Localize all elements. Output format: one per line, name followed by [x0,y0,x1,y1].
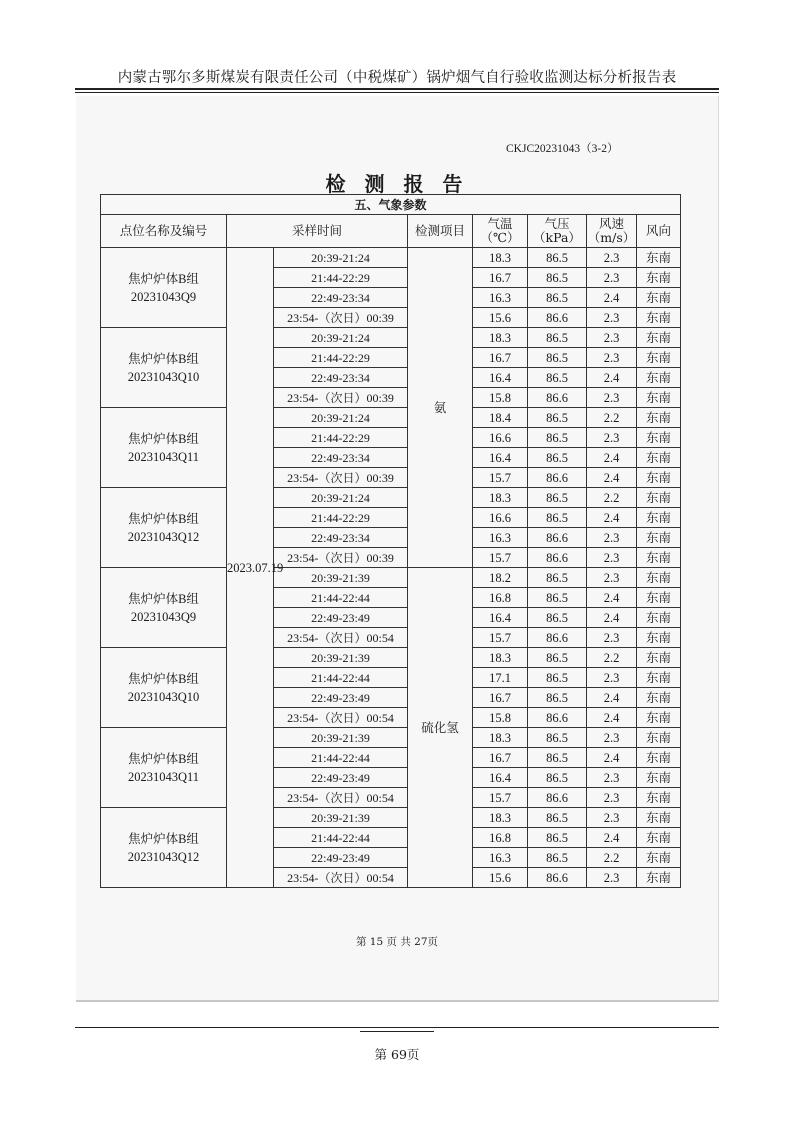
wind-direction-value: 东南 [637,368,681,388]
temperature-value: 16.3 [473,288,528,308]
table-row [101,408,681,428]
sampling-time: 22:49-23:49 [274,768,408,788]
wind-direction-value: 东南 [637,788,681,808]
wind-direction-value: 东南 [637,548,681,568]
temperature-value: 18.3 [473,488,528,508]
wind-direction-value: 东南 [637,508,681,528]
section-title: 五、气象参数 [101,195,681,215]
wind-speed-value: 2.2 [587,848,637,868]
point-code: 20231043Q9 [130,289,197,304]
point-name-cell [101,648,227,728]
wind-direction-value: 东南 [637,448,681,468]
point-name-cell [101,248,227,328]
wind-direction-value: 东南 [637,468,681,488]
wind-speed-value: 2.3 [587,628,637,648]
temperature-value: 18.2 [473,568,528,588]
wind-direction-value: 东南 [637,528,681,548]
wind-speed-value: 2.3 [587,428,637,448]
pressure-value: 86.5 [528,428,587,448]
temperature-value: 16.6 [473,428,528,448]
footer-page-number: 第 69页 [374,1047,420,1062]
sampling-time: 22:49-23:49 [274,848,408,868]
wind-speed-value: 2.3 [587,528,637,548]
point-code: 20231043Q10 [127,369,200,384]
sampling-time: 22:49-23:49 [274,608,408,628]
pressure-value: 86.6 [528,868,587,888]
sampling-time: 23:54-（次日）00:54 [274,868,408,888]
pressure-value: 86.5 [528,488,587,508]
sampling-time: 23:54-（次日）00:39 [274,468,408,488]
point-name: 焦炉炉体B组 [128,431,199,446]
pressure-value: 86.5 [528,848,587,868]
point-name-cell [101,728,227,808]
sampling-time: 23:54-（次日）00:54 [274,708,408,728]
point-name-cell [101,328,227,408]
wind-direction-value: 东南 [637,848,681,868]
wind-direction-value: 东南 [637,588,681,608]
wind-direction-value: 东南 [637,708,681,728]
header-direction: 风向 [637,215,681,248]
sampling-time: 22:49-23:34 [274,528,408,548]
wind-speed-value: 2.3 [587,348,637,368]
temperature-value: 16.4 [473,368,528,388]
header-temp: 气温（℃） [473,215,528,248]
wind-speed-value: 2.3 [587,568,637,588]
pressure-value: 86.5 [528,688,587,708]
point-name-cell [101,408,227,488]
point-code: 20231043Q11 [127,449,200,464]
temperature-value: 16.7 [473,268,528,288]
footer-short-rule [360,1031,434,1032]
sampling-time: 21:44-22:44 [274,668,408,688]
point-name-cell [101,488,227,568]
header-rule-thin [75,92,719,93]
sampling-time: 22:49-23:34 [274,288,408,308]
temperature-value: 16.8 [473,828,528,848]
pressure-value: 86.6 [528,548,587,568]
sampling-date: 2023.07.19 [227,248,274,888]
wind-direction-value: 东南 [637,248,681,268]
point-name: 焦炉炉体B组 [128,831,199,846]
pressure-value: 86.6 [528,628,587,648]
pressure-value: 86.5 [528,568,587,588]
point-code: 20231043Q12 [127,529,200,544]
temperature-value: 16.7 [473,348,528,368]
pressure-value: 86.5 [528,328,587,348]
sampling-time: 20:39-21:39 [274,568,408,588]
sampling-time: 20:39-21:39 [274,728,408,748]
wind-direction-value: 东南 [637,428,681,448]
temperature-value: 15.7 [473,628,528,648]
point-code: 20231043Q9 [130,609,197,624]
point-name: 焦炉炉体B组 [128,351,199,366]
table-row [101,328,681,348]
wind-speed-value: 2.3 [587,668,637,688]
point-name-cell [101,808,227,888]
wind-speed-value: 2.3 [587,548,637,568]
pressure-value: 86.5 [528,768,587,788]
table-row [101,568,681,588]
sampling-time: 21:44-22:44 [274,588,408,608]
sampling-time: 22:49-23:49 [274,688,408,708]
pressure-value: 86.5 [528,828,587,848]
temperature-value: 15.7 [473,468,528,488]
temperature-value: 16.3 [473,848,528,868]
temperature-value: 15.6 [473,868,528,888]
wind-direction-value: 东南 [637,668,681,688]
pressure-value: 86.5 [528,448,587,468]
header-item: 检测项目 [408,215,473,248]
wind-speed-value: 2.4 [587,468,637,488]
test-item: 氨 [408,248,473,568]
temperature-value: 18.3 [473,728,528,748]
sampling-time: 20:39-21:24 [274,248,408,268]
header-rule-thick [75,88,719,90]
temperature-value: 18.3 [473,648,528,668]
sampling-time: 20:39-21:24 [274,488,408,508]
pressure-value: 86.5 [528,368,587,388]
temperature-value: 18.4 [473,408,528,428]
sampling-time: 23:54-（次日）00:39 [274,388,408,408]
pressure-value: 86.5 [528,408,587,428]
temperature-value: 16.7 [473,748,528,768]
wind-direction-value: 东南 [637,268,681,288]
pressure-value: 86.5 [528,728,587,748]
header-pressure: 气压（kPa） [528,215,587,248]
pressure-value: 86.5 [528,508,587,528]
report-title: 检 测 报 告 [325,172,469,196]
pressure-value: 86.5 [528,268,587,288]
wind-speed-value: 2.3 [587,328,637,348]
pressure-value: 86.6 [528,308,587,328]
temperature-value: 16.3 [473,528,528,548]
point-name: 焦炉炉体B组 [128,271,199,286]
point-code: 20231043Q12 [127,849,200,864]
wind-direction-value: 东南 [637,348,681,368]
pressure-value: 86.5 [528,808,587,828]
sampling-time: 20:39-21:39 [274,808,408,828]
wind-speed-value: 2.4 [587,828,637,848]
temperature-value: 18.3 [473,248,528,268]
point-name: 焦炉炉体B组 [128,671,199,686]
temperature-value: 16.4 [473,768,528,788]
wind-direction-value: 东南 [637,868,681,888]
scan-page-number: 第 15 页 共 27页 [355,936,439,948]
wind-speed-value: 2.2 [587,648,637,668]
sampling-time: 22:49-23:34 [274,448,408,468]
pressure-value: 86.6 [528,388,587,408]
wind-direction-value: 东南 [637,328,681,348]
temperature-value: 15.7 [473,788,528,808]
point-name-cell [101,568,227,648]
temperature-value: 18.3 [473,808,528,828]
wind-direction-value: 东南 [637,648,681,668]
temperature-value: 15.8 [473,708,528,728]
wind-direction-value: 东南 [637,488,681,508]
sampling-time: 23:54-（次日）00:54 [274,628,408,648]
wind-speed-value: 2.3 [587,868,637,888]
temperature-value: 16.4 [473,448,528,468]
header-speed: 风速（m/s） [587,215,637,248]
temperature-value: 16.8 [473,588,528,608]
pressure-value: 86.5 [528,748,587,768]
sampling-time: 20:39-21:24 [274,328,408,348]
sampling-time: 21:44-22:44 [274,748,408,768]
sampling-time: 21:44-22:29 [274,268,408,288]
wind-direction-value: 东南 [637,628,681,648]
wind-speed-value: 2.4 [587,448,637,468]
wind-speed-value: 2.3 [587,768,637,788]
sampling-time: 23:54-（次日）00:39 [274,308,408,328]
wind-direction-value: 东南 [637,408,681,428]
document-header-title: 内蒙古鄂尔多斯煤炭有限责任公司（中税煤矿）锅炉烟气自行验收监测达标分析报告表 [117,70,677,86]
wind-direction-value: 东南 [637,388,681,408]
wind-direction-value: 东南 [637,748,681,768]
temperature-value: 17.1 [473,668,528,688]
temperature-value: 16.7 [473,688,528,708]
wind-speed-value: 2.3 [587,308,637,328]
pressure-value: 86.6 [528,528,587,548]
wind-direction-value: 东南 [637,288,681,308]
wind-direction-value: 东南 [637,608,681,628]
wind-direction-value: 东南 [637,308,681,328]
temperature-value: 15.7 [473,548,528,568]
table-row [101,488,681,508]
wind-speed-value: 2.3 [587,728,637,748]
pressure-value: 86.5 [528,608,587,628]
sampling-time: 23:54-（次日）00:54 [274,788,408,808]
point-code: 20231043Q10 [127,689,200,704]
sampling-time: 21:44-22:29 [274,348,408,368]
table-row [101,248,681,268]
test-item: 硫化氢 [408,568,473,888]
wind-speed-value: 2.3 [587,808,637,828]
temperature-value: 16.4 [473,608,528,628]
temperature-value: 15.6 [473,308,528,328]
wind-direction-value: 东南 [637,828,681,848]
point-name: 焦炉炉体B组 [128,591,199,606]
table-row [101,648,681,668]
wind-speed-value: 2.3 [587,248,637,268]
wind-direction-value: 东南 [637,768,681,788]
weather-parameter-table [100,194,681,888]
temperature-value: 18.3 [473,328,528,348]
pressure-value: 86.5 [528,668,587,688]
header-time: 采样时间 [227,215,408,248]
sampling-time: 21:44-22:44 [274,828,408,848]
wind-speed-value: 2.4 [587,588,637,608]
pressure-value: 86.5 [528,348,587,368]
sampling-time: 21:44-22:29 [274,508,408,528]
sampling-time: 22:49-23:34 [274,368,408,388]
sampling-time: 20:39-21:39 [274,648,408,668]
wind-direction-value: 东南 [637,808,681,828]
wind-speed-value: 2.4 [587,748,637,768]
pressure-value: 86.5 [528,248,587,268]
pressure-value: 86.5 [528,648,587,668]
wind-speed-value: 2.3 [587,788,637,808]
wind-speed-value: 2.2 [587,408,637,428]
point-name: 焦炉炉体B组 [128,511,199,526]
sampling-time: 20:39-21:24 [274,408,408,428]
point-code: 20231043Q11 [127,769,200,784]
sampling-time: 23:54-（次日）00:39 [274,548,408,568]
wind-speed-value: 2.4 [587,608,637,628]
footer-rule [75,1027,719,1028]
wind-direction-value: 东南 [637,728,681,748]
table-row [101,728,681,748]
pressure-value: 86.5 [528,288,587,308]
wind-speed-value: 2.3 [587,388,637,408]
temperature-value: 15.8 [473,388,528,408]
wind-speed-value: 2.4 [587,368,637,388]
pressure-value: 86.6 [528,788,587,808]
wind-speed-value: 2.4 [587,688,637,708]
wind-direction-value: 东南 [637,568,681,588]
pressure-value: 86.5 [528,588,587,608]
wind-speed-value: 2.3 [587,268,637,288]
table-row [101,808,681,828]
wind-speed-value: 2.4 [587,708,637,728]
report-id: CKJC20231043（3-2） [506,143,619,155]
wind-speed-value: 2.2 [587,488,637,508]
header-point: 点位名称及编号 [101,215,227,248]
wind-direction-value: 东南 [637,688,681,708]
pressure-value: 86.6 [528,708,587,728]
wind-speed-value: 2.4 [587,508,637,528]
sampling-time: 21:44-22:29 [274,428,408,448]
wind-speed-value: 2.4 [587,288,637,308]
temperature-value: 16.6 [473,508,528,528]
point-name: 焦炉炉体B组 [128,751,199,766]
pressure-value: 86.6 [528,468,587,488]
